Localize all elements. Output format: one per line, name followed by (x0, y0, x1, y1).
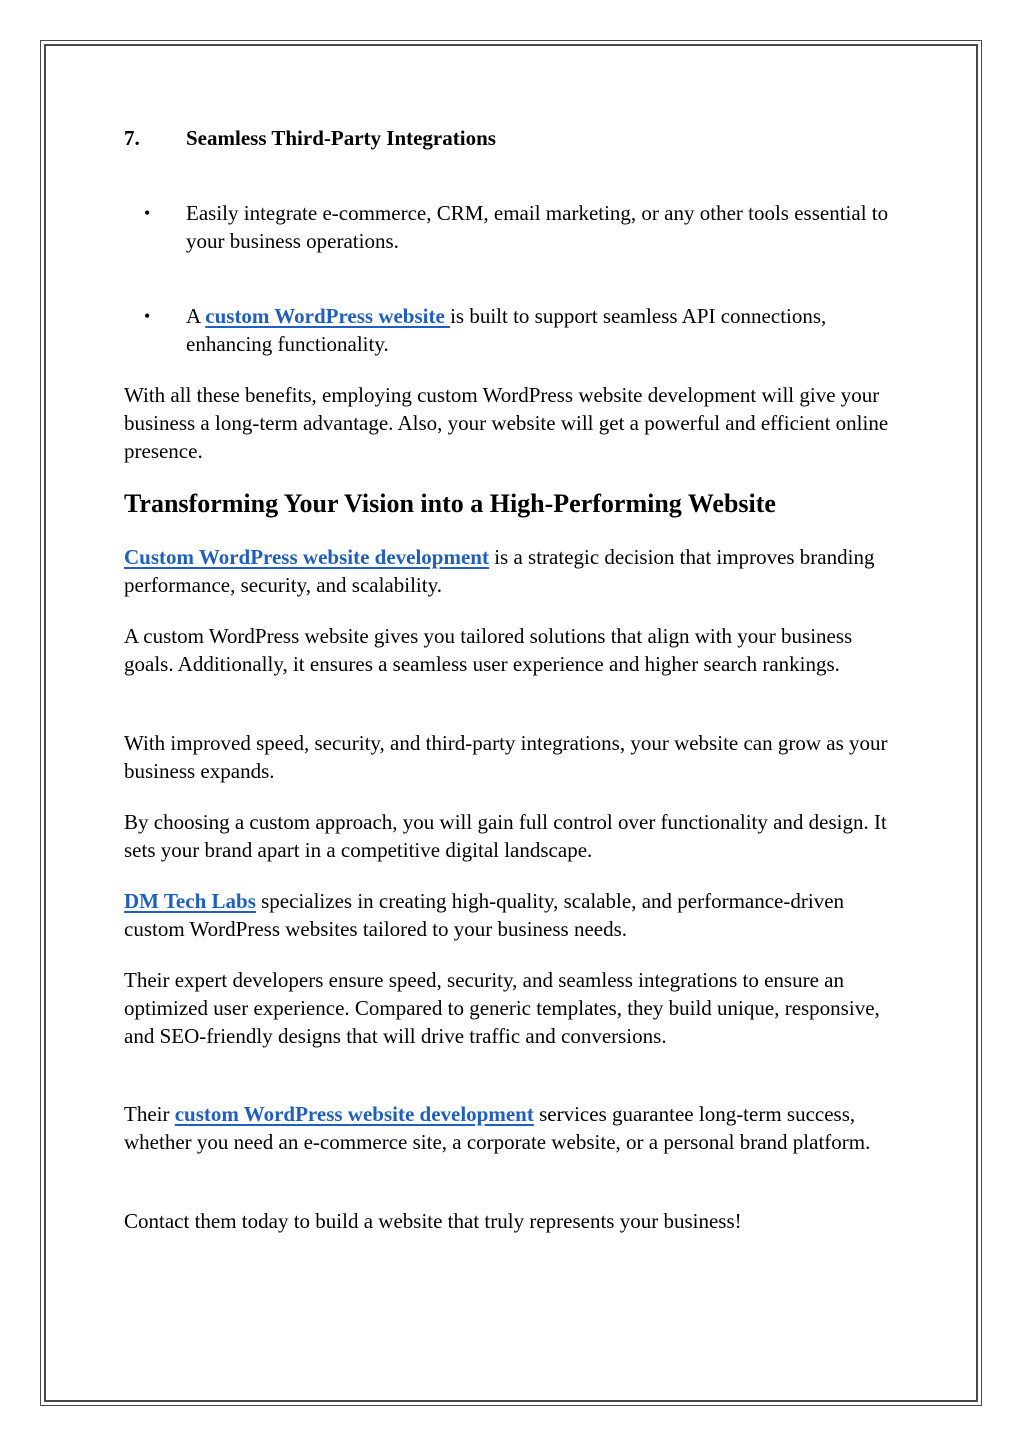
bullet-text-pre: A (186, 304, 206, 328)
section-title: Seamless Third-Party Integrations (186, 126, 496, 150)
bullet-text-body: Easily integrate e-commerce, CRM, email marketing, or any other tools essential to your business operations. (186, 201, 889, 253)
bullet-dot-icon: • (144, 203, 151, 223)
paragraph-4: By choosing a custom approach, you will gain full control over functionality and design. It sets your brand apart in a competitive digital landscape. (124, 810, 887, 862)
paragraph-1-text: is a strategic decision that improves branding performance, security, and scalability. (124, 545, 875, 597)
paragraph-7-pre: Their (124, 1102, 175, 1126)
custom-wordpress-development-link-2[interactable]: custom WordPress website development (174, 1102, 534, 1126)
paragraph-7 (124, 1100, 904, 1156)
bullet-text-post: is built to support seamless API connections, enhancing functionality. (186, 304, 827, 356)
paragraph-5 (124, 887, 904, 943)
bullet-dot-icon: • (144, 306, 151, 326)
bullet-text (186, 199, 904, 255)
paragraph-1 (124, 543, 904, 599)
paragraph-7-text: services guarantee long-term success, whether you need an e-commerce site, a corporate website, or a personal brand platform. (124, 1102, 871, 1154)
section-heading: Transforming Your Vision into a High-Performing Website (124, 489, 776, 518)
dm-tech-labs-link[interactable]: DM Tech Labs (124, 889, 256, 913)
custom-wordpress-development-link[interactable]: Custom WordPress website development (124, 545, 489, 569)
bullet-text (186, 302, 904, 358)
paragraph-6: Their expert developers ensure speed, security, and seamless integrations to ensure an optimized user experience. Compared to generic templates, they build unique, responsive, and SEO-friendly designs that will drive traffic and conversions. (124, 968, 880, 1048)
paragraph-5-text: specializes in creating high-quality, scalable, and performance-driven custom WordPress websites tailored to your business needs. (124, 889, 845, 941)
section-number: 7. (124, 126, 140, 150)
paragraph-2: A custom WordPress website gives you tailored solutions that align with your business goals. Additionally, it ensures a seamless user experience and higher search rankings. (124, 624, 853, 676)
custom-wordpress-website-link[interactable]: custom WordPress website (205, 304, 451, 328)
section-7-heading (124, 124, 496, 152)
paragraph-8: Contact them today to build a website that truly represents your business! (124, 1209, 742, 1233)
intro-paragraph: With all these benefits, employing custom WordPress website development will give your business a long-term advantage. Also, your website will get a powerful and efficient online presence. (124, 383, 889, 463)
paragraph-3: With improved speed, security, and third-party integrations, your website can grow as your business expands. (124, 731, 888, 783)
